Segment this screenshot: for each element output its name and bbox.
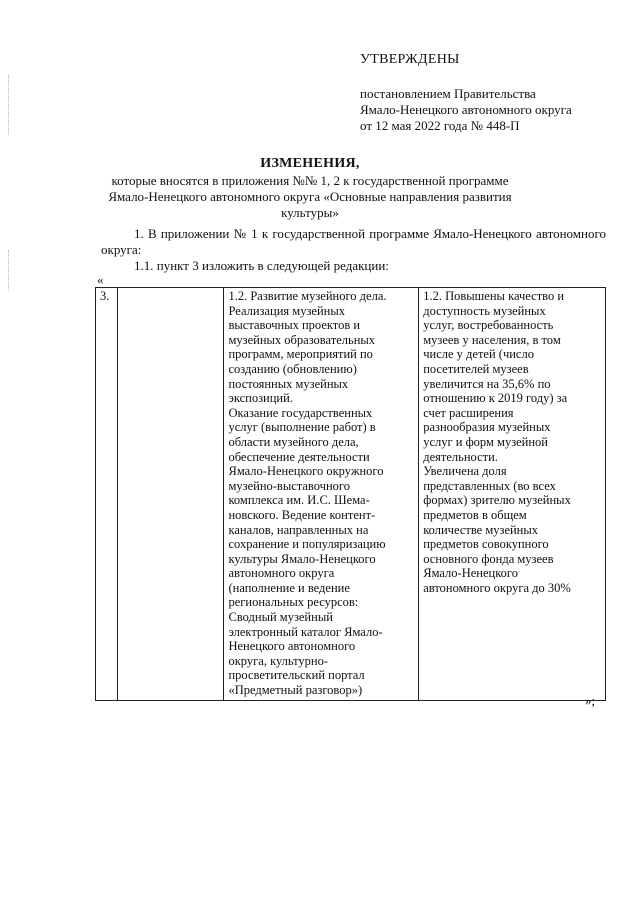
- task-line: музейно-выставочного: [228, 478, 350, 493]
- paragraph-1-1: 1.1. пункт 3 изложить в следующей редакции:: [134, 258, 389, 273]
- heading-title: ИЗМЕНЕНИЯ,: [260, 156, 360, 171]
- task-line: Сводный музейный: [228, 610, 333, 625]
- task-line: Реализация музейных: [228, 303, 345, 318]
- task-lines: [228, 289, 415, 698]
- result-line: деятельности.: [423, 449, 498, 464]
- row-number-cell: 3.: [96, 288, 118, 701]
- result-line: посетителей музеев: [423, 361, 529, 376]
- approval-line-1: постановлением Правительства: [360, 86, 536, 101]
- result-line: отношению к 2019 году) за: [423, 391, 568, 406]
- scan-margin-dots: [8, 75, 11, 135]
- result-line: 1.2. Повышены качество и: [423, 289, 565, 303]
- task-line: программ, мероприятий по: [228, 347, 373, 362]
- approval-line-2: Ямало-Ненецкого автономного округа: [360, 102, 572, 117]
- task-line: «Предметный разговор»): [228, 683, 363, 698]
- result-line: количестве музейных: [423, 522, 539, 537]
- task-line: автономного округа: [228, 566, 335, 581]
- task-line: (наполнение и ведение: [228, 580, 350, 595]
- task-line: Ненецкого автономного: [228, 639, 356, 654]
- closing-quote: »;: [585, 693, 596, 708]
- task-line: 1.2. Развитие музейного дела.: [228, 289, 387, 303]
- task-line: экспозиций.: [228, 391, 293, 406]
- task-line: сохранение и популяризацию: [228, 537, 386, 552]
- result-line: автономного округа до 30%: [423, 580, 571, 595]
- result-line: предметов в общем: [423, 507, 527, 522]
- result-line: услуг, востребованность: [423, 318, 554, 333]
- result-line: услуг и форм музейной: [423, 434, 548, 449]
- task-line: каналов, направленных на: [228, 522, 369, 537]
- table-row: [96, 288, 606, 701]
- heading-line-2: Ямало-Ненецкого автономного округа «Основные направления развития: [108, 189, 512, 204]
- result-cell: [419, 288, 606, 701]
- result-lines: [423, 289, 602, 595]
- task-cell: [224, 288, 419, 701]
- heading-line-3: культуры»: [281, 205, 339, 220]
- task-line: электронный каталог Ямало-: [228, 624, 383, 639]
- result-line: предметов совокупного: [423, 537, 549, 552]
- amendment-table: [95, 287, 606, 701]
- task-line: округа, культурно-: [228, 653, 329, 668]
- task-line: Ямало-Ненецкого окружного: [228, 464, 384, 479]
- opening-quote: «: [97, 272, 104, 287]
- document-heading: [90, 156, 530, 221]
- result-line: доступность музейных: [423, 303, 546, 318]
- task-line: услуг (выполнение работ) в: [228, 420, 376, 435]
- task-line: новского. Ведение контент-: [228, 507, 376, 522]
- result-line: представленных (во всех: [423, 478, 556, 493]
- heading-line-1: которые вносятся в приложения №№ 1, 2 к государственной программе: [111, 173, 509, 188]
- task-line: области музейного дела,: [228, 434, 359, 449]
- result-line: числе у детей (число: [423, 347, 534, 362]
- scan-margin-dots-lower: [8, 250, 11, 290]
- result-line: музеев у населения, в том: [423, 332, 561, 347]
- result-line: формах) зрителю музейных: [423, 493, 571, 508]
- task-line: просветительский портал: [228, 668, 365, 683]
- task-line: созданию (обновлению): [228, 361, 357, 376]
- approval-block: [360, 52, 630, 134]
- task-line: Оказание государственных: [228, 405, 373, 420]
- task-line: выставочных проектов и: [228, 318, 361, 333]
- task-line: музейных образовательных: [228, 332, 376, 347]
- task-line: обеспечение деятельности: [228, 449, 370, 464]
- result-line: увеличится на 35,6% по: [423, 376, 551, 391]
- empty-cell: [118, 288, 224, 701]
- result-line: Ямало-Ненецкого: [423, 566, 518, 581]
- task-line: региональных ресурсов:: [228, 595, 359, 610]
- approval-title: УТВЕРЖДЕНЫ: [360, 52, 460, 67]
- task-line: культуры Ямало-Ненецкого: [228, 551, 376, 566]
- task-line: комплекса им. И.С. Шема-: [228, 493, 370, 508]
- result-line: счет расширения: [423, 405, 514, 420]
- result-line: основного фонда музеев: [423, 551, 554, 566]
- paragraph-1: 1. В приложении № 1 к государственной программе Ямало-Ненецкого автономного округа:: [101, 226, 606, 257]
- result-line: разнообразия музейных: [423, 420, 551, 435]
- result-line: Увеличена доля: [423, 464, 507, 479]
- approval-line-3: от 12 мая 2022 года № 448-П: [360, 118, 520, 133]
- task-line: постоянных музейных: [228, 376, 349, 391]
